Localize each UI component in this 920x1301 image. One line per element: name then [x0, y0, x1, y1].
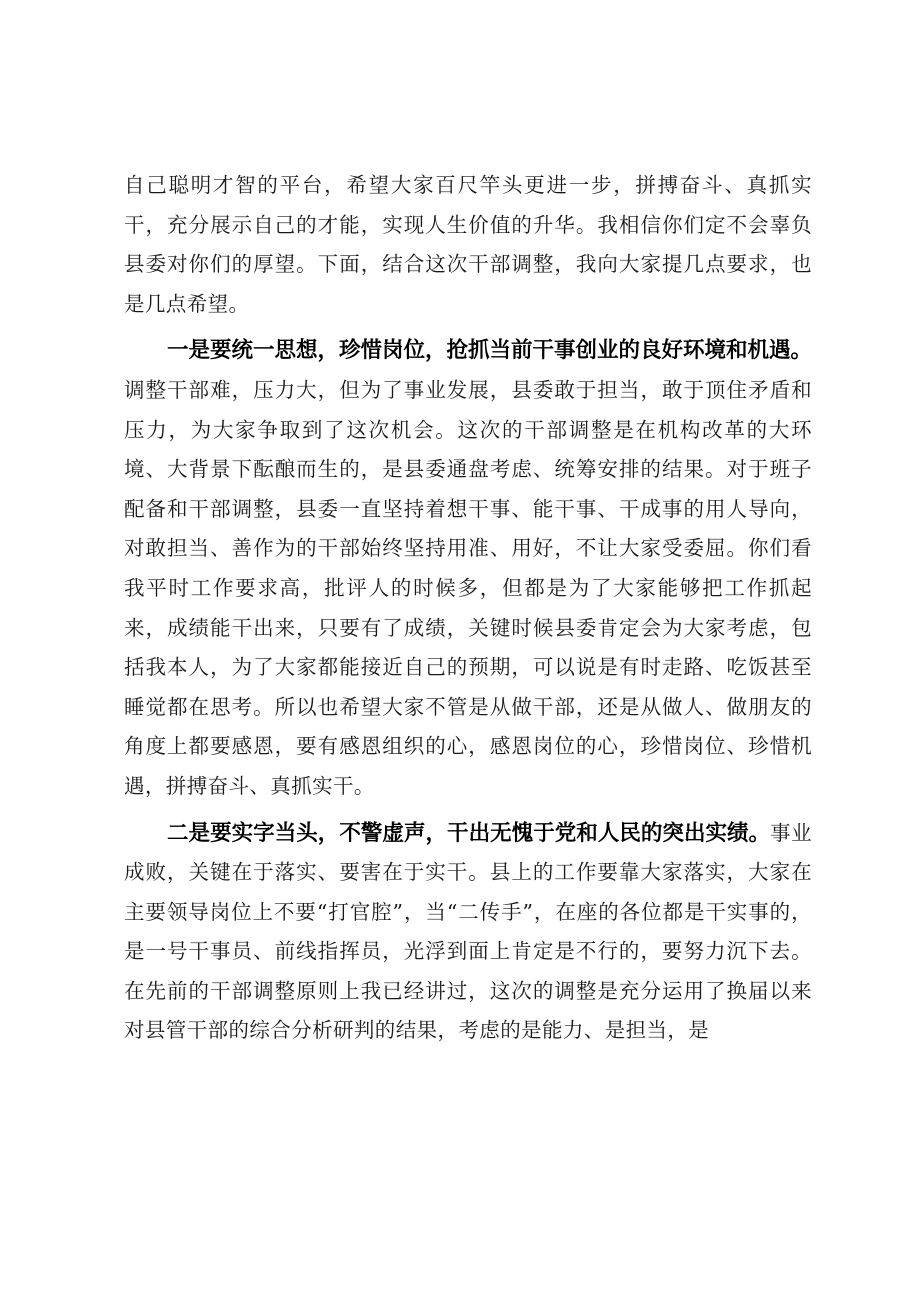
paragraph-text: 调整干部难，压力大，但为了事业发展，县委敢于担当，敢于顶住矛盾和压力，为大家争取到了这次机会。这次的干部调整是在机构改革的大环境、大背景下酝酿而生的，是县委通盘考虑、统筹安排的结果。对于班子配备和干部调整，县委一直坚持着想干事、能干事、干成事的用人导向，对敢担当、善作为的干部始终坚持用准、用好，不让大家受委屈。你们看我平时工作要求高，批评人的时候多，但都是为了大家能够把工作抓起来，成绩能干出来，只要有了成绩，关键时候县委肯定会为大家考虑，包括我本人，为了大家都能接近自己的预期，可以说是有时走路、吃饭甚至睡觉都在思考。所以也希望大家不管是从做干部，还是从做人、做朋友的角度上都要感恩，要有感恩组织的心，感恩岗位的心，珍惜岗位、珍惜机遇，拼搏奋斗、真抓实干。	[124, 377, 812, 798]
paragraph-heading: 二是要实字当头，不警虚声，干出无愧于党和人民的突出实绩。	[167, 820, 771, 846]
document-body	[124, 166, 812, 1051]
paragraph-text: 事业成败，关键在于落实、要害在于实干。县上的工作要靠大家落实，大家在主要领导岗位上不要“打官腔”，当“二传手”，在座的各位都是干实事的，是一号干事员、前线指挥员，光浮到面上肯定是不行的，要努力沉下去。在先前的干部调整原则上我已经讲过，这次的调整是充分运用了换届以来对县管干部的综合分析研判的结果，考虑的是能力、是担当，是	[124, 820, 812, 1043]
paragraph-point-two	[124, 814, 812, 1052]
paragraph-text: 自己聪明才智的平台，希望大家百尺竿头更进一步，拼搏奋斗、真抓实干，充分展示自己的才能，实现人生价值的升华。我相信你们定不会辜负县委对你们的厚望。下面，结合这次干部调整，我向大家提几点要求，也是几点希望。	[124, 173, 812, 316]
paragraph-heading: 一是要统一思想，珍惜岗位，抢抓当前干事创业的良好环境和机遇。	[167, 338, 813, 364]
paragraph-point-one	[124, 331, 812, 806]
paragraph-continuation	[124, 166, 812, 324]
